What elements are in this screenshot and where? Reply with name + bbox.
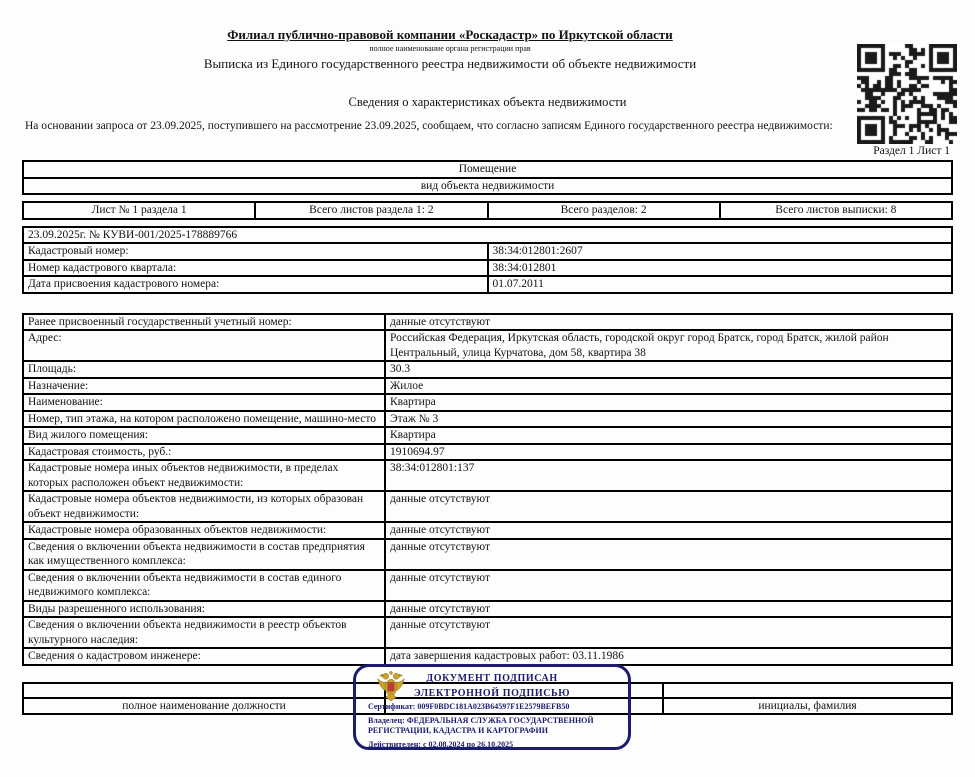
table-row bbox=[23, 539, 952, 570]
row-label: Площадь: bbox=[23, 361, 385, 378]
table-row bbox=[23, 601, 952, 618]
signature-cell-empty bbox=[23, 683, 385, 698]
row-label: Кадастровый номер: bbox=[23, 243, 488, 260]
row-label: Номер кадастрового квартала: bbox=[23, 260, 488, 277]
row-value: данные отсутствуют bbox=[385, 539, 952, 570]
sheet-cell: Лист № 1 раздела 1 bbox=[23, 202, 255, 219]
row-value: данные отсутствуют bbox=[385, 601, 952, 618]
row-label: Наименование: bbox=[23, 394, 385, 411]
row-value: данные отсутствуют bbox=[385, 570, 952, 601]
details-table bbox=[22, 313, 953, 666]
row-label: Сведения о включении объекта недвижимости в состав единого недвижимого комплекса: bbox=[23, 570, 385, 601]
row-value: данные отсутствуют bbox=[385, 617, 952, 648]
coat-of-arms-icon bbox=[376, 670, 406, 702]
table-row bbox=[23, 444, 952, 461]
row-label: Сведения о кадастровом инженере: bbox=[23, 648, 385, 665]
row-label: Сведения о включении объекта недвижимости в состав предприятия как имущественного комплекса: bbox=[23, 539, 385, 570]
digital-signature-stamp bbox=[353, 664, 631, 750]
org-name-caption: полное наименование органа регистрации прав bbox=[369, 44, 531, 53]
row-label: Виды разрешенного использования: bbox=[23, 601, 385, 618]
stamp-title-line2: ЭЛЕКТРОННОЙ ПОДПИСЬЮ bbox=[413, 688, 571, 699]
signature-cell-empty bbox=[663, 683, 952, 698]
row-value: 01.07.2011 bbox=[488, 276, 953, 293]
table-row bbox=[23, 227, 952, 244]
table-row bbox=[23, 394, 952, 411]
table-row bbox=[23, 202, 952, 219]
sheet-cell: Всего листов раздела 1: 2 bbox=[255, 202, 487, 219]
row-label: Кадастровые номера образованных объектов недвижимости: bbox=[23, 522, 385, 539]
table-row bbox=[23, 617, 952, 648]
row-label: Ранее присвоенный государственный учетный номер: bbox=[23, 314, 385, 331]
table-row bbox=[23, 330, 952, 361]
row-value: Квартира bbox=[385, 427, 952, 444]
table-row bbox=[23, 570, 952, 601]
row-value: 38:34:012801:2607 bbox=[488, 243, 953, 260]
table-row bbox=[23, 178, 952, 195]
row-value: 1910694.97 bbox=[385, 444, 952, 461]
row-value: данные отсутствуют bbox=[385, 314, 952, 331]
org-name: Филиал публично-правовой компании «Роскадастр» по Иркутской области bbox=[227, 27, 673, 42]
table-row bbox=[23, 460, 952, 491]
row-label: Вид жилого помещения: bbox=[23, 427, 385, 444]
doc-number: 23.09.2025г. № КУВИ-001/2025-178889766 bbox=[23, 227, 952, 244]
main-table bbox=[22, 226, 953, 294]
sheets-table bbox=[22, 201, 953, 220]
row-value: 30.3 bbox=[385, 361, 952, 378]
request-line: На основании запроса от 23.09.2025, поступившего на рассмотрение 23.09.2025, сообщаем, что согласно записям Единого государственного реестра недвижимости: bbox=[25, 120, 833, 132]
row-label: Кадастровые номера объектов недвижимости, из которых образован объект недвижимости: bbox=[23, 491, 385, 522]
stamp-owner: Владелец: ФЕДЕРАЛЬНАЯ СЛУЖБА ГОСУДАРСТВЕННОЙ РЕГИСТРАЦИИ, КАДАСТРА И КАРТОГРАФИИ bbox=[368, 715, 594, 735]
table-row bbox=[23, 648, 952, 665]
object-type-caption: вид объекта недвижимости bbox=[23, 178, 952, 195]
sheet-cell: Всего разделов: 2 bbox=[488, 202, 720, 219]
row-value: Жилое bbox=[385, 378, 952, 395]
row-value: дата завершения кадастровых работ: 03.11.1986 bbox=[385, 648, 952, 665]
section-sheet-label: Раздел 1 Лист 1 bbox=[873, 145, 950, 157]
qr-code-icon bbox=[857, 44, 957, 144]
row-label: Дата присвоения кадастрового номера: bbox=[23, 276, 488, 293]
row-label: Сведения о включении объекта недвижимости в реестр объектов культурного наследия: bbox=[23, 617, 385, 648]
row-label: Назначение: bbox=[23, 378, 385, 395]
document-page bbox=[0, 27, 975, 777]
table-row bbox=[23, 427, 952, 444]
table-row bbox=[23, 522, 952, 539]
row-label: Адрес: bbox=[23, 330, 385, 361]
row-value: Российская Федерация, Иркутская область, городской округ город Братск, город Братск, жилой район Центральный, улица Курчатова, дом 58, квартира 38 bbox=[385, 330, 952, 361]
document-title: Выписка из Единого государственного реестра недвижимости об объекте недвижимости bbox=[203, 56, 697, 71]
table-row bbox=[23, 411, 952, 428]
table-row bbox=[23, 314, 952, 331]
row-value: 38:34:012801:137 bbox=[385, 460, 952, 491]
row-value: данные отсутствуют bbox=[385, 491, 952, 522]
row-label: Номер, тип этажа, на котором расположено помещение, машино-место bbox=[23, 411, 385, 428]
row-value: Этаж № 3 bbox=[385, 411, 952, 428]
stamp-certificate: Сертификат: 009F0BDC181A023B64597F1E2579BEFB50 bbox=[368, 702, 570, 711]
table-row bbox=[23, 260, 952, 277]
object-type-table bbox=[22, 160, 953, 195]
stamp-validity: Действителен: с 02.08.2024 по 26.10.2025 bbox=[368, 739, 514, 749]
table-row bbox=[23, 243, 952, 260]
sheet-cell: Всего листов выписки: 8 bbox=[720, 202, 952, 219]
row-label: Кадастровая стоимость, руб.: bbox=[23, 444, 385, 461]
position-label: полное наименование должности bbox=[23, 698, 385, 715]
row-label: Кадастровые номера иных объектов недвижимости, в пределах которых расположен объект недвижимости: bbox=[23, 460, 385, 491]
name-label: инициалы, фамилия bbox=[663, 698, 952, 715]
section-title: Сведения о характеристиках объекта недвижимости bbox=[348, 95, 627, 109]
table-row bbox=[23, 361, 952, 378]
document-header bbox=[100, 27, 800, 72]
row-value: 38:34:012801 bbox=[488, 260, 953, 277]
table-row bbox=[23, 161, 952, 178]
table-row bbox=[23, 276, 952, 293]
row-value: Квартира bbox=[385, 394, 952, 411]
table-row bbox=[23, 491, 952, 522]
stamp-title-line1: ДОКУМЕНТ ПОДПИСАН bbox=[426, 673, 558, 684]
table-row bbox=[23, 378, 952, 395]
object-type-value: Помещение bbox=[23, 161, 952, 178]
row-value: данные отсутствуют bbox=[385, 522, 952, 539]
